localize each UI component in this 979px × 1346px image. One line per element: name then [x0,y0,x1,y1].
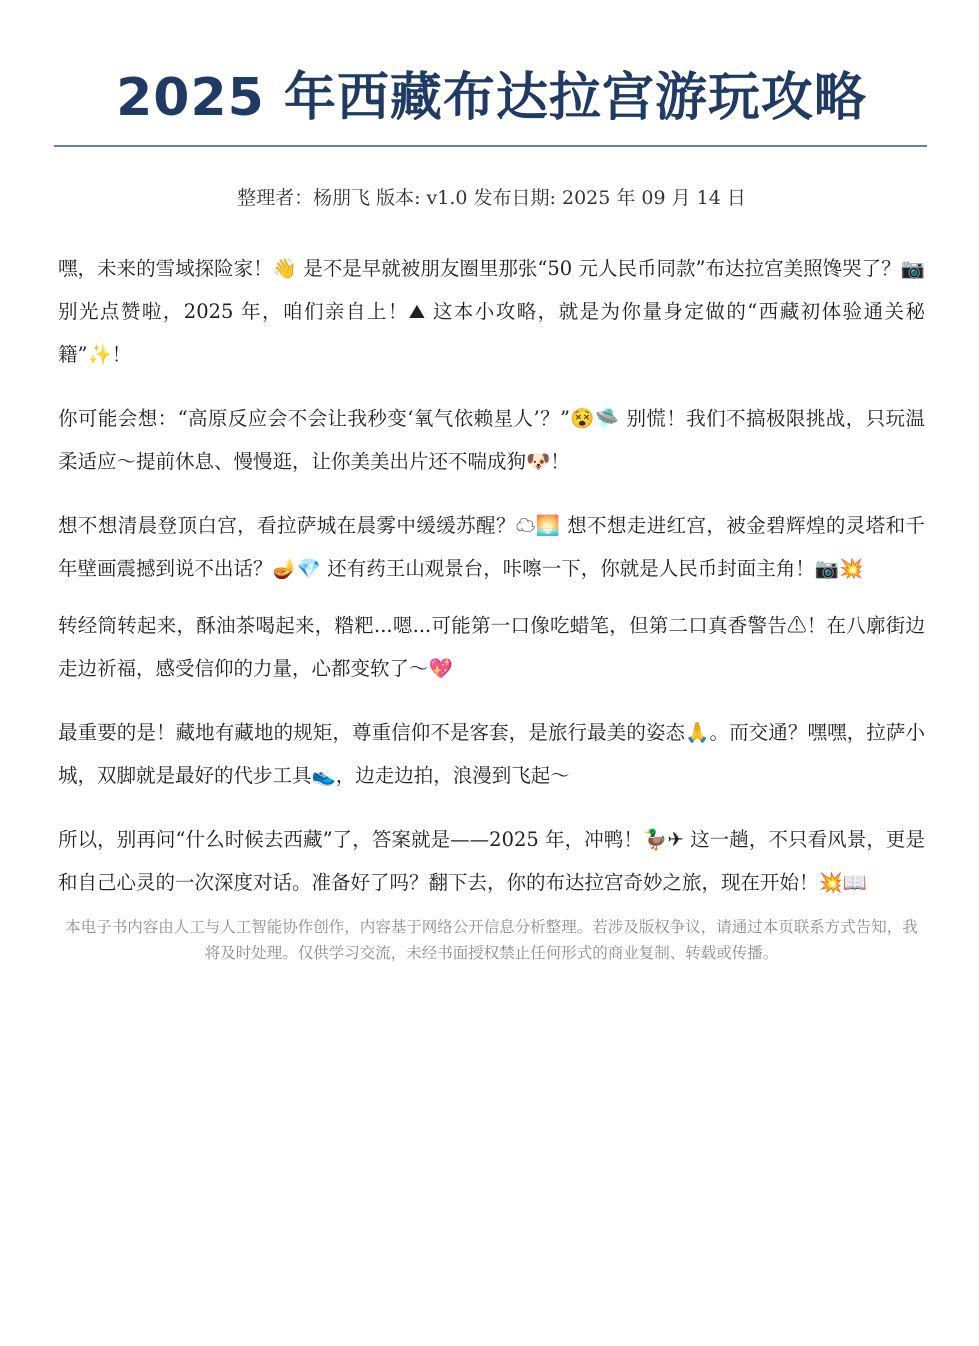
copyright-disclaimer: 本电子书内容由人工与人工智能协作创作，内容基于网络公开信息分析整理。若涉及版权争议，请通过本页联系方式告知，我将及时处理。仅供学习交流，未经书面授权禁止任何形式的商业复制、转载或传播。 [65,918,918,962]
title-divider [54,145,927,147]
paragraph-altitude: 你可能会想：“高原反应会不会让我秒变‘氧气依赖星人’？”😵🛸 别慌！我们不搞极限挑战，只玩温柔适应～提前休息、慢慢逛，让你美美出片还不喘成狗🐶！ [58,407,925,473]
paragraph-etiquette: 最重要的是！藏地有藏地的规矩，尊重信仰不是客套，是旅行最美的姿态🙏。而交通？嘿嘿，拉萨小城，双脚就是最好的代步工具👟，边走边拍，浪漫到飞起～ [58,721,925,787]
paragraph-palace: 想不想清晨登顶白宫，看拉萨城在晨雾中缓缓苏醒？☁🌅 想不想走进红宫，被金碧辉煌的灵塔和千年壁画震撼到说不出话？🪔💎 还有药王山观景台，咔嚓一下，你就是人民币封面主角！📷💥 [58,514,925,580]
document-title: 2025 年西藏布达拉宫游玩攻略 [116,68,867,128]
paragraph-intro: 嘿，未来的雪域探险家！👋 是不是早就被朋友圈里那张“50 元人民币同款”布达拉宫美照馋哭了？📷 别光点赞啦，2025 年，咱们亲自上！⛰ 这本小攻略，就是为你量身定做的“西藏初体验通关秘籍”✨！ [58,257,925,366]
paragraph-conclusion: 所以，别再问“什么时候去西藏”了，答案就是——2025 年，冲鸭！🦆✈ 这一趟，不只看风景，更是和自己心灵的一次深度对话。准备好了吗？翻下去，你的布达拉宫奇妙之旅，现在开始！💥📖 [58,828,925,894]
paragraph-culture: 转经筒转起来，酥油茶喝起来，糌粑...嗯...可能第一口像吃蜡笔，但第二口真香警告⚠！在八廓街边走边祈福，感受信仰的力量，心都变软了～💖 [58,614,925,680]
document-meta: 整理者：杨朋飞 版本: v1.0 发布日期: 2025 年 09 月 14 日 [237,187,746,209]
